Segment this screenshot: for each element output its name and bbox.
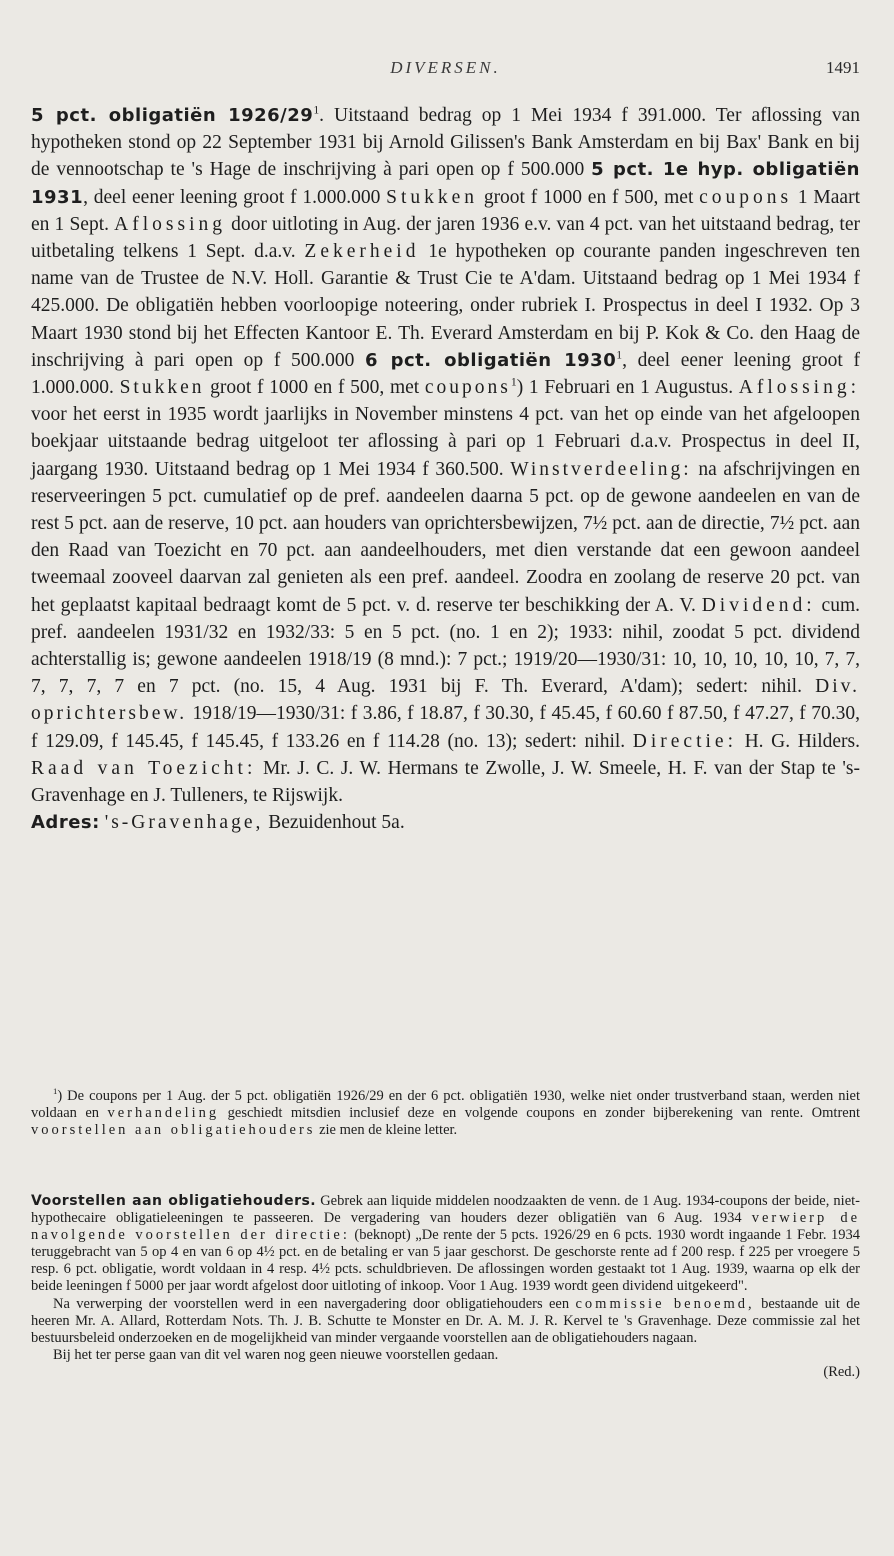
label-directie: Directie: [632, 730, 737, 752]
page-number: 1491 [826, 58, 860, 77]
text-run: (beknopt) „De rente der 5 pcts. 1926/29 en 6 pcts. 1930 wordt ingaande 1 Febr. 1934 teruggebracht van 5 op 4 en van 6 op 4½ pct. en de betaling er van 5 jaar geschorst. De geschorste rente ad f 200 resp. f 225 per vroegere 5 resp. 6 pct. obligatie, wordt voldaan in 4 resp. 4½ pcts. schuldbrieven. De aflossingen worden gestaakt tot 1 Aug. 1939, waarna op elk der beide leeningen f 5000 per jaar wordt afgelost door uitloting of inkoop. Voor 1 Aug. 1939 wordt geen dividend uitgekeerd". [31, 1227, 860, 1295]
text-run: Na verwerping der voorstellen werd in een navergadering door obligatiehouders een [53, 1295, 576, 1312]
text-run: door uitloting in Aug. der jaren 1936 e.v. van 4 pct. van het uitstaand bedrag, ter uitbetaling telkens 1 Sept. d.a.v. [31, 213, 860, 263]
text-run: H. G. Hilders. [737, 730, 860, 752]
label-commissie: commissie benoemd, [575, 1295, 755, 1312]
heading-5pct-obligations: 5 pct. obligatiën 1926/29 [31, 105, 314, 126]
label-voorstellen: voorstellen aan obligatiehouders [31, 1122, 316, 1139]
running-title: DIVERSEN. [390, 58, 501, 77]
label-winstverdeeling: Winstverdeeling: [510, 458, 692, 480]
proposals-paragraph-3: Bij het ter perse gaan van dit vel waren nog geen nieuwe voorstellen gedaan. [53, 1346, 499, 1363]
text-run: . Uitstaand bedrag op 1 Mei 1934 f 391.000. Ter aflossing van hypotheken stond op 22 September 1931 bij Arnold Gilissen's Bank Amsterdam en bij Bax' Bank en bij de vennootschap te 's Hage de inschrijving à pari open op f 500.000 [31, 105, 861, 181]
footnote-text [31, 1088, 860, 1140]
footnote-ref: 1 [616, 348, 623, 362]
text-run: Gebrek aan liquide middelen noodzaakten de venn. de 1 Aug. 1934-coupons der beide, niet-hypothecaire obligatieleeningen te passeeren. De vergadering van houders dezer obligatiën van 6 Aug. 1934 [31, 1193, 860, 1227]
text-run: bestaande uit de heeren Mr. A. Allard, Rotterdam Nots. Th. J. B. Schutte te Monster en Dr. A. M. J. R. Kervel te 's Gravenhage. Deze commissie zal het bestuursbeleid onderzoeken en de mogelijkheid van minder vergaande voorstellen aan de obligatiehouders nagaan. [31, 1295, 860, 1346]
address-city: 's-Gravenhage, [104, 812, 264, 834]
text-run: , deel eener leening groot f 1.000.000. [31, 349, 860, 399]
proposals-heading: Voorstellen aan obligatiehouders. [31, 1193, 317, 1209]
text-run: ) De coupons per 1 Aug. der 5 pct. obligatiën 1926/29 en der 6 pct. obligatiën 1930, welke niet onder trustverband staan, werden niet voldaan en [31, 1088, 860, 1122]
text-run: 1 Maart en 1 Sept. [31, 186, 860, 235]
footnote-number: 1 [53, 1086, 58, 1097]
proposals-section [31, 1193, 860, 1381]
label-raad-van-toezicht: Raad van Toezicht: [31, 757, 257, 779]
label-aflossing: Aflossing [114, 213, 226, 235]
text-run: cum. pref. aandeelen 1931/32 en 1932/33: 5 en 5 pct. (no. 1 en 2); 1933: nihil, zoodat 5 pct. dividend achterstallig is; gewone aandeelen 1918/19 (8 mnd.): 7 pct.; 1919/20—1930/31: 10, 10, 10, 10, 10, 7, 7, 7, 7, 7, 7 en 7 pct. (no. 15, 4 Aug. 1931 bij F. Th. Everard, A'dam); sedert: nihil. [31, 594, 860, 698]
text-run: groot f 1000 en f 500, met [478, 186, 700, 208]
proposals-paragraph-1 [31, 1193, 860, 1296]
text-run: 1918/19—1930/31: f 3.86, f 18.87, f 30.30, f 45.45, f 60.60 f 87.50, f 47.27, f 70.30, f 129.09, f 145.45, f 145.45, f 133.26 en f 114.28 (no. 13); sedert: nihil. [31, 703, 860, 752]
paragraph-obligations [31, 102, 860, 809]
label-coupons: coupons [699, 186, 793, 208]
label-verwierp: verwierp de navolgende voorstellen der directie: [31, 1210, 861, 1244]
heading-5pct-hyp-obligations: 5 pct. 1e hyp. obligatiën 1931 [31, 159, 860, 208]
address-line [31, 809, 860, 836]
address-street: Bezuidenhout 5a. [263, 812, 405, 834]
text-run: Mr. J. C. J. W. Hermans te Zwolle, J. W. Smeele, H. F. van der Stap te 's-Gravenhage en J. Tulleners, te Rijswijk. [31, 757, 860, 807]
label-coupons: coupons [424, 377, 511, 399]
label-div-oprichtersbew: Div. oprichtersbew. [31, 676, 860, 725]
footnote [31, 1088, 860, 1140]
footnote-ref: 1 [510, 375, 517, 389]
label-stukken: Stukken [119, 377, 205, 399]
label-stukken: Stukken [386, 186, 479, 208]
proposals-paragraph-2 [31, 1296, 860, 1347]
text-run: geschiedt mitsdien inclusief deze en volgende coupons en zonder bijberekening van rente. Omtrent [219, 1105, 860, 1122]
editor-signature: (Red.) [823, 1363, 860, 1380]
label-zekerheid: Zekerheid [304, 241, 420, 263]
heading-6pct-obligations: 6 pct. obligatiën 1930 [365, 349, 617, 371]
footnote-ref: 1 [313, 103, 320, 117]
running-head [31, 58, 860, 84]
label-aflossing: Aflossing: [738, 377, 861, 399]
text-run: , deel eener leening groot f 1.000.000 [83, 186, 387, 208]
main-text [31, 102, 860, 836]
text-run: ) 1 Februari en 1 Augustus. [516, 377, 739, 399]
text-run: groot f 1000 en f 500, met [204, 377, 425, 399]
text-run: zie men de kleine letter. [315, 1122, 458, 1139]
text-run: na afschrijvingen en reserveeringen 5 pct. cumulatief op de pref. aandeelen daarna 5 pct. op de gewone aandeelen en van de rest 5 pct. aan de reserve, 10 pct. aan houders van oprichtersbewijzen, 7½ pct. aan de directie, 7½ pct. aan den Raad van Toezicht en 70 pct. aan aandeelhouders, met dien verstande dat een gewoon aandeel tweemaal zooveel daarvan zal genieten als een pref. aandeel. Zoodra en zoolang de reserve 20 pct. van het geplaatst kapitaal bedraagt komt de 5 pct. v. d. reserve ter beschikking der A. V. [31, 458, 860, 616]
label-dividend: Dividend: [701, 594, 816, 616]
text-run: voor het eerst in 1935 wordt jaarlijks in November minstens 4 pct. van het op einde van het afgeloopen boekjaar uitstaande bedrag uitgeloot ter aflossing à pari op 1 Februari d.a.v. Prospectus in deel II, jaargang 1930. Uitstaand bedrag op 1 Mei 1934 f 360.500. [31, 404, 860, 480]
address-label: Adres: [31, 812, 100, 834]
text-run: 1e hypotheken op courante panden ingeschreven ten name van de Trustee de N.V. Holl. Garantie & Trust Cie te A'dam. Uitstaand bedrag op 1 Mei 1934 f 425.000. De obligatiën hebben voorloopige noteering, onder rubriek I. Prospectus in deel I 1932. Op 3 Maart 1930 stond bij het Effecten Kantoor E. Th. Everard Amsterdam en bij P. Kok & Co. den Haag de inschrijving à pari open op f 500.000 [31, 241, 860, 371]
label-verhandeling: verhandeling [107, 1105, 220, 1122]
